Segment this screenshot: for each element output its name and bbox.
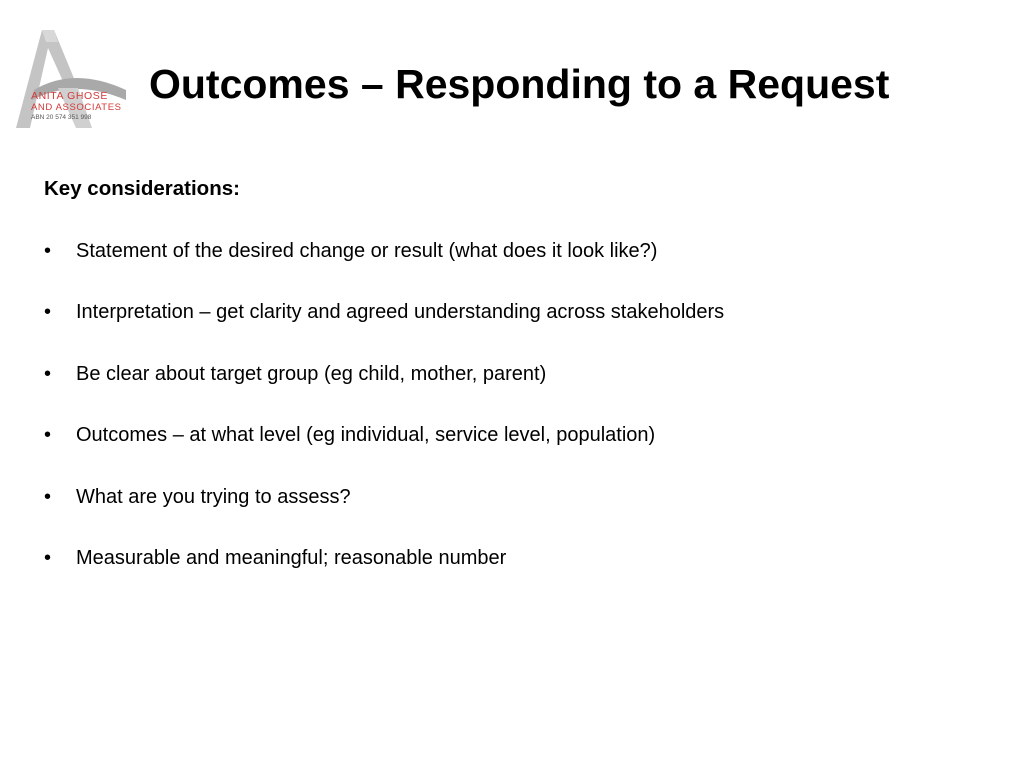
bullet-icon: • xyxy=(44,546,52,569)
bullet-icon: • xyxy=(44,362,52,385)
list-item-text: Be clear about target group (eg child, mother, parent) xyxy=(76,362,547,385)
list-item-text: Statement of the desired change or result (what does it look like?) xyxy=(76,240,658,262)
logo-abn: ABN 20 574 351 998 xyxy=(31,114,92,121)
bullet-icon: • xyxy=(44,424,52,447)
bullet-icon: • xyxy=(44,240,52,262)
key-considerations-heading: Key considerations: xyxy=(44,177,240,200)
list-item-text: What are you trying to assess? xyxy=(76,485,351,508)
logo-line-1: ANITA GHOSE xyxy=(31,90,109,102)
list-item-text: Interpretation – get clarity and agreed understanding across stakeholders xyxy=(76,301,725,324)
slide-title: Outcomes – Responding to a Request xyxy=(149,61,890,107)
bullet-icon: • xyxy=(44,301,52,324)
logo-line-2: AND ASSOCIATES xyxy=(31,102,122,113)
list-item-text: Outcomes – at what level (eg individual, service level, population) xyxy=(76,424,656,447)
bullet-icon: • xyxy=(44,485,52,508)
list-item-text: Measurable and meaningful; reasonable number xyxy=(76,546,507,569)
company-logo xyxy=(14,28,132,132)
